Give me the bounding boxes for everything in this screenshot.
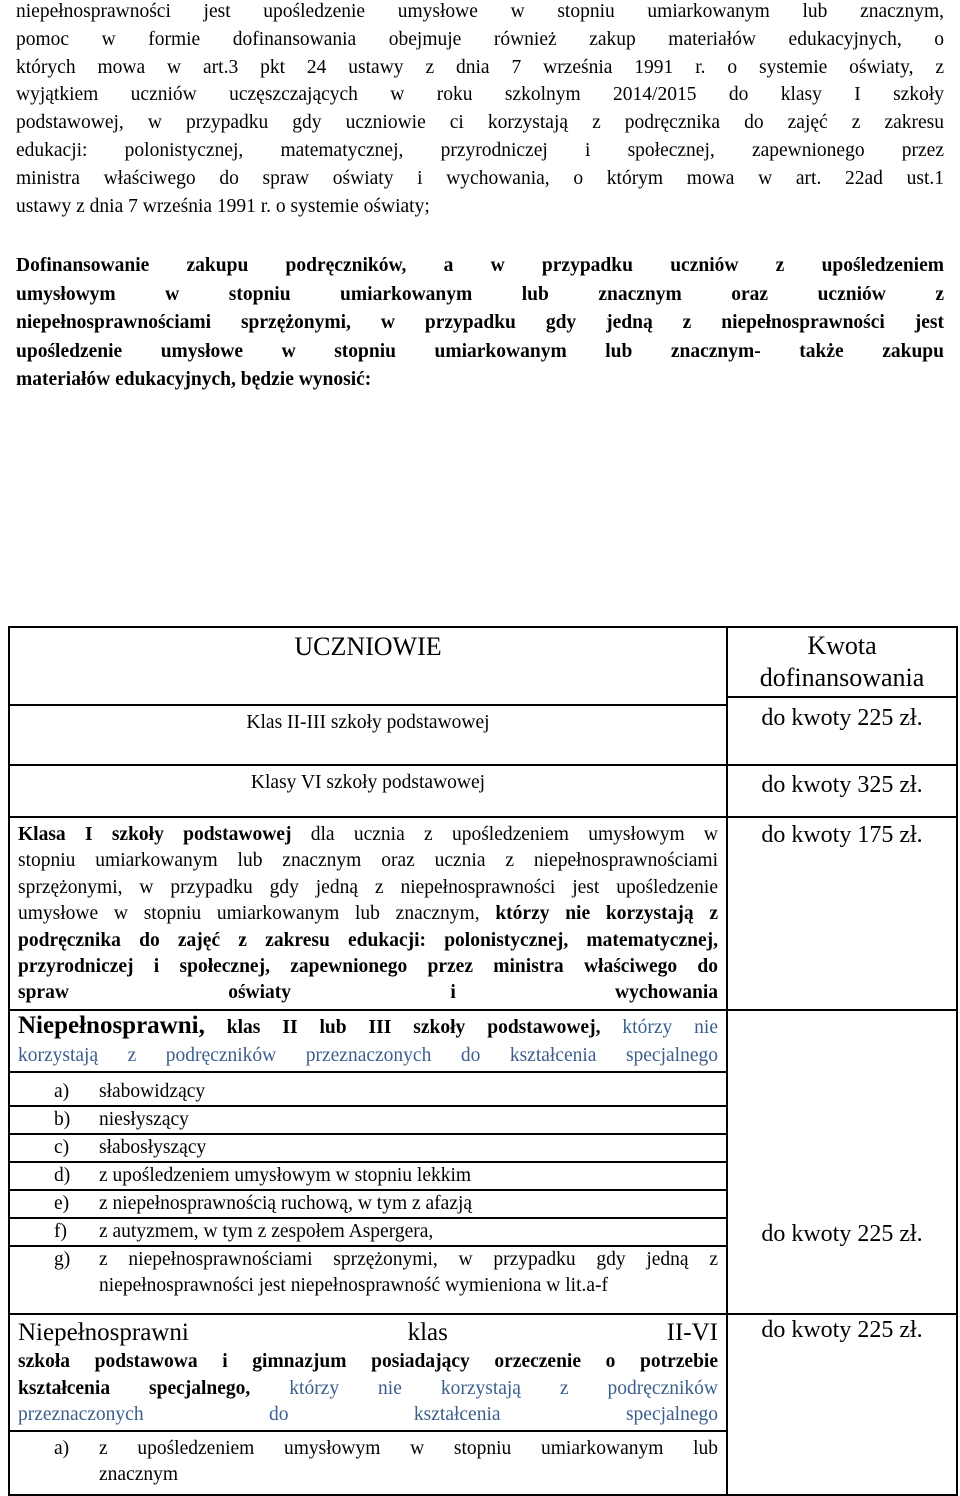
text-line: umysłowym w stopniu umiarkowanym lub znacznym oraz uczniów z (16, 283, 944, 305)
list-label: a) (54, 1081, 70, 1103)
row-niepelnosprawni-2-3 (9, 1010, 727, 1072)
list-label: d) (54, 1165, 71, 1187)
text-line: stopniu umiarkowanym lub znacznym oraz ucznia z niepełnosprawnościami (18, 850, 718, 872)
text: dla ucznia z upośledzeniem umysłowym w (291, 824, 718, 845)
text-line: wyjątkiem uczniów uczęszczających w roku szkolnym 2014/2015 do klasy I szkoły (16, 84, 944, 106)
list-text: niepełnosprawności jest niepełnosprawność wymieniona w lit.a-f (99, 1275, 609, 1297)
text-line: podręcznika do zajęć z zakresu edukacji: polonistycznej, matematycznej, (18, 929, 718, 951)
text-line: materiałów edukacyjnych, będzie wynosić: (16, 369, 372, 391)
table-header-row (9, 627, 957, 705)
text-line: pomoc w formie dofinansowania obejmuje również zakup materiałów edukacyjnych, o (16, 28, 944, 50)
header-amount (727, 627, 957, 765)
funding-paragraph (16, 252, 944, 395)
text-line: Niepełnosprawni klas II-VI (18, 1319, 718, 1347)
bold-text: Niepełnosprawni, (18, 1011, 205, 1039)
row-label: Klas II-III szkoły podstawowej (246, 712, 490, 733)
amount-klas23: do kwoty 225 zł. (728, 696, 956, 754)
text-line: szkoła podstawowa i gimnazjum posiadający orzeczenie o potrzebie (18, 1351, 718, 1373)
header-amount-line1: Kwota (807, 631, 877, 660)
list-text: z niepełnosprawnościami sprzężonymi, w przypadku gdy jedną z (99, 1249, 718, 1271)
text-line: ustawy z dnia 7 września 1991 r. o systemie oświaty; (16, 195, 430, 217)
text-line: ministra właściwego do spraw oświaty i wychowania, o którym mowa w art. 22ad ust.1 (16, 167, 944, 189)
funding-table (8, 626, 958, 1496)
text-line: przyrodniczej i społecznej, zapewnionego przez ministra właściwego do (18, 956, 718, 978)
list-text: słabowidzący (99, 1081, 206, 1103)
text: umysłowe w stopniu umiarkowanym lub znacznym, (18, 903, 496, 925)
table-row (9, 1010, 957, 1072)
amount-klasa1: do kwoty 175 zł. (727, 817, 957, 1010)
row-klasa1 (9, 817, 727, 1010)
text-line: niepełnosprawności jest upośledzenie umysłowe w stopniu umiarkowanym lub znacznym, (16, 1, 944, 22)
blue-text: którzy nie (600, 1016, 719, 1038)
header-students: UCZNIOWIE (9, 627, 727, 705)
text-line: spraw oświaty i wychowania (18, 982, 718, 1004)
list-label: e) (54, 1193, 70, 1215)
list-text: znacznym (99, 1464, 179, 1486)
list-text: z autyzmem, w tym z zespołem Aspergera, (99, 1221, 434, 1243)
list-text: z upośledzeniem umysłowym w stopniu umiarkowanym lub (99, 1438, 718, 1460)
text-line (18, 901, 718, 927)
list-text: z upośledzeniem umysłowym w stopniu lekkim (99, 1165, 472, 1187)
text-line: edukacji: polonistycznej, matematycznej, przyrodniczej i społecznej, zapewnionego przez (16, 139, 944, 161)
intro-paragraph (16, 0, 944, 220)
text-line: korzystają z podręczników przeznaczonych do kształcenia specjalnego (18, 1044, 718, 1066)
text-line: upośledzenie umysłowe w stopniu umiarkowanym lub znacznym- także zakupu (16, 340, 944, 362)
text-line: sprzężonymi, w przypadku gdy jedną z niepełnosprawności jest upośledzenie (18, 876, 718, 898)
list-label: c) (54, 1137, 70, 1159)
list-label: g) (54, 1249, 71, 1271)
text-line: niepełnosprawnościami sprzężonymi, w przypadku gdy jedną z niepełnosprawności jest (16, 312, 944, 334)
amount-klasy6: do kwoty 325 zł. (727, 765, 957, 817)
table-row (9, 817, 957, 1010)
header-amount-line2: dofinansowania (759, 663, 925, 692)
text-line (18, 1376, 718, 1402)
list-text: z niepełnosprawnością ruchową, w tym z afazją (99, 1193, 473, 1215)
bold-text: kształcenia specjalnego, (18, 1377, 251, 1399)
row-niepelnosprawni-2-6 (9, 1314, 727, 1431)
bold-text: klas II lub III szkoły podstawowej, (204, 1016, 601, 1038)
row-klasy6 (9, 765, 727, 817)
table-row (9, 765, 957, 817)
text-line: przeznaczonych do kształcenia specjalnego (18, 1404, 718, 1426)
list-label: f) (54, 1221, 67, 1243)
amount-niepel2: do kwoty 225 zł. (727, 1314, 957, 1495)
list-text: niesłyszący (99, 1109, 189, 1131)
text-line: których mowa w art.3 pkt 24 ustawy z dnia 7 września 1991 r. o systemie oświaty, z (16, 56, 944, 78)
bold-text: którzy nie korzystają z (495, 903, 718, 925)
blue-text: którzy nie korzystają z podręczników (250, 1377, 718, 1399)
list-text: słabosłyszący (99, 1137, 207, 1159)
text-line (18, 1011, 718, 1043)
bold-text: Klasa I szkoły podstawowej (18, 824, 292, 845)
row-label: Klasy VI szkoły podstawowej (250, 772, 486, 793)
text-line: podstawowej, w przypadku gdy uczniowie ci korzystają z podręcznika do zajęć z zakresu (16, 112, 944, 134)
text-line (18, 822, 718, 848)
text-line: Dofinansowanie zakupu podręczników, a w przypadku uczniów z upośledzeniem (16, 255, 944, 276)
row-klas23 (9, 705, 727, 765)
table-row (9, 1314, 957, 1431)
list-label: a) (54, 1438, 70, 1460)
amount-list1 (727, 1010, 957, 1314)
list-label: b) (54, 1109, 71, 1131)
amount-text: do kwoty 225 zł. (761, 1220, 923, 1247)
